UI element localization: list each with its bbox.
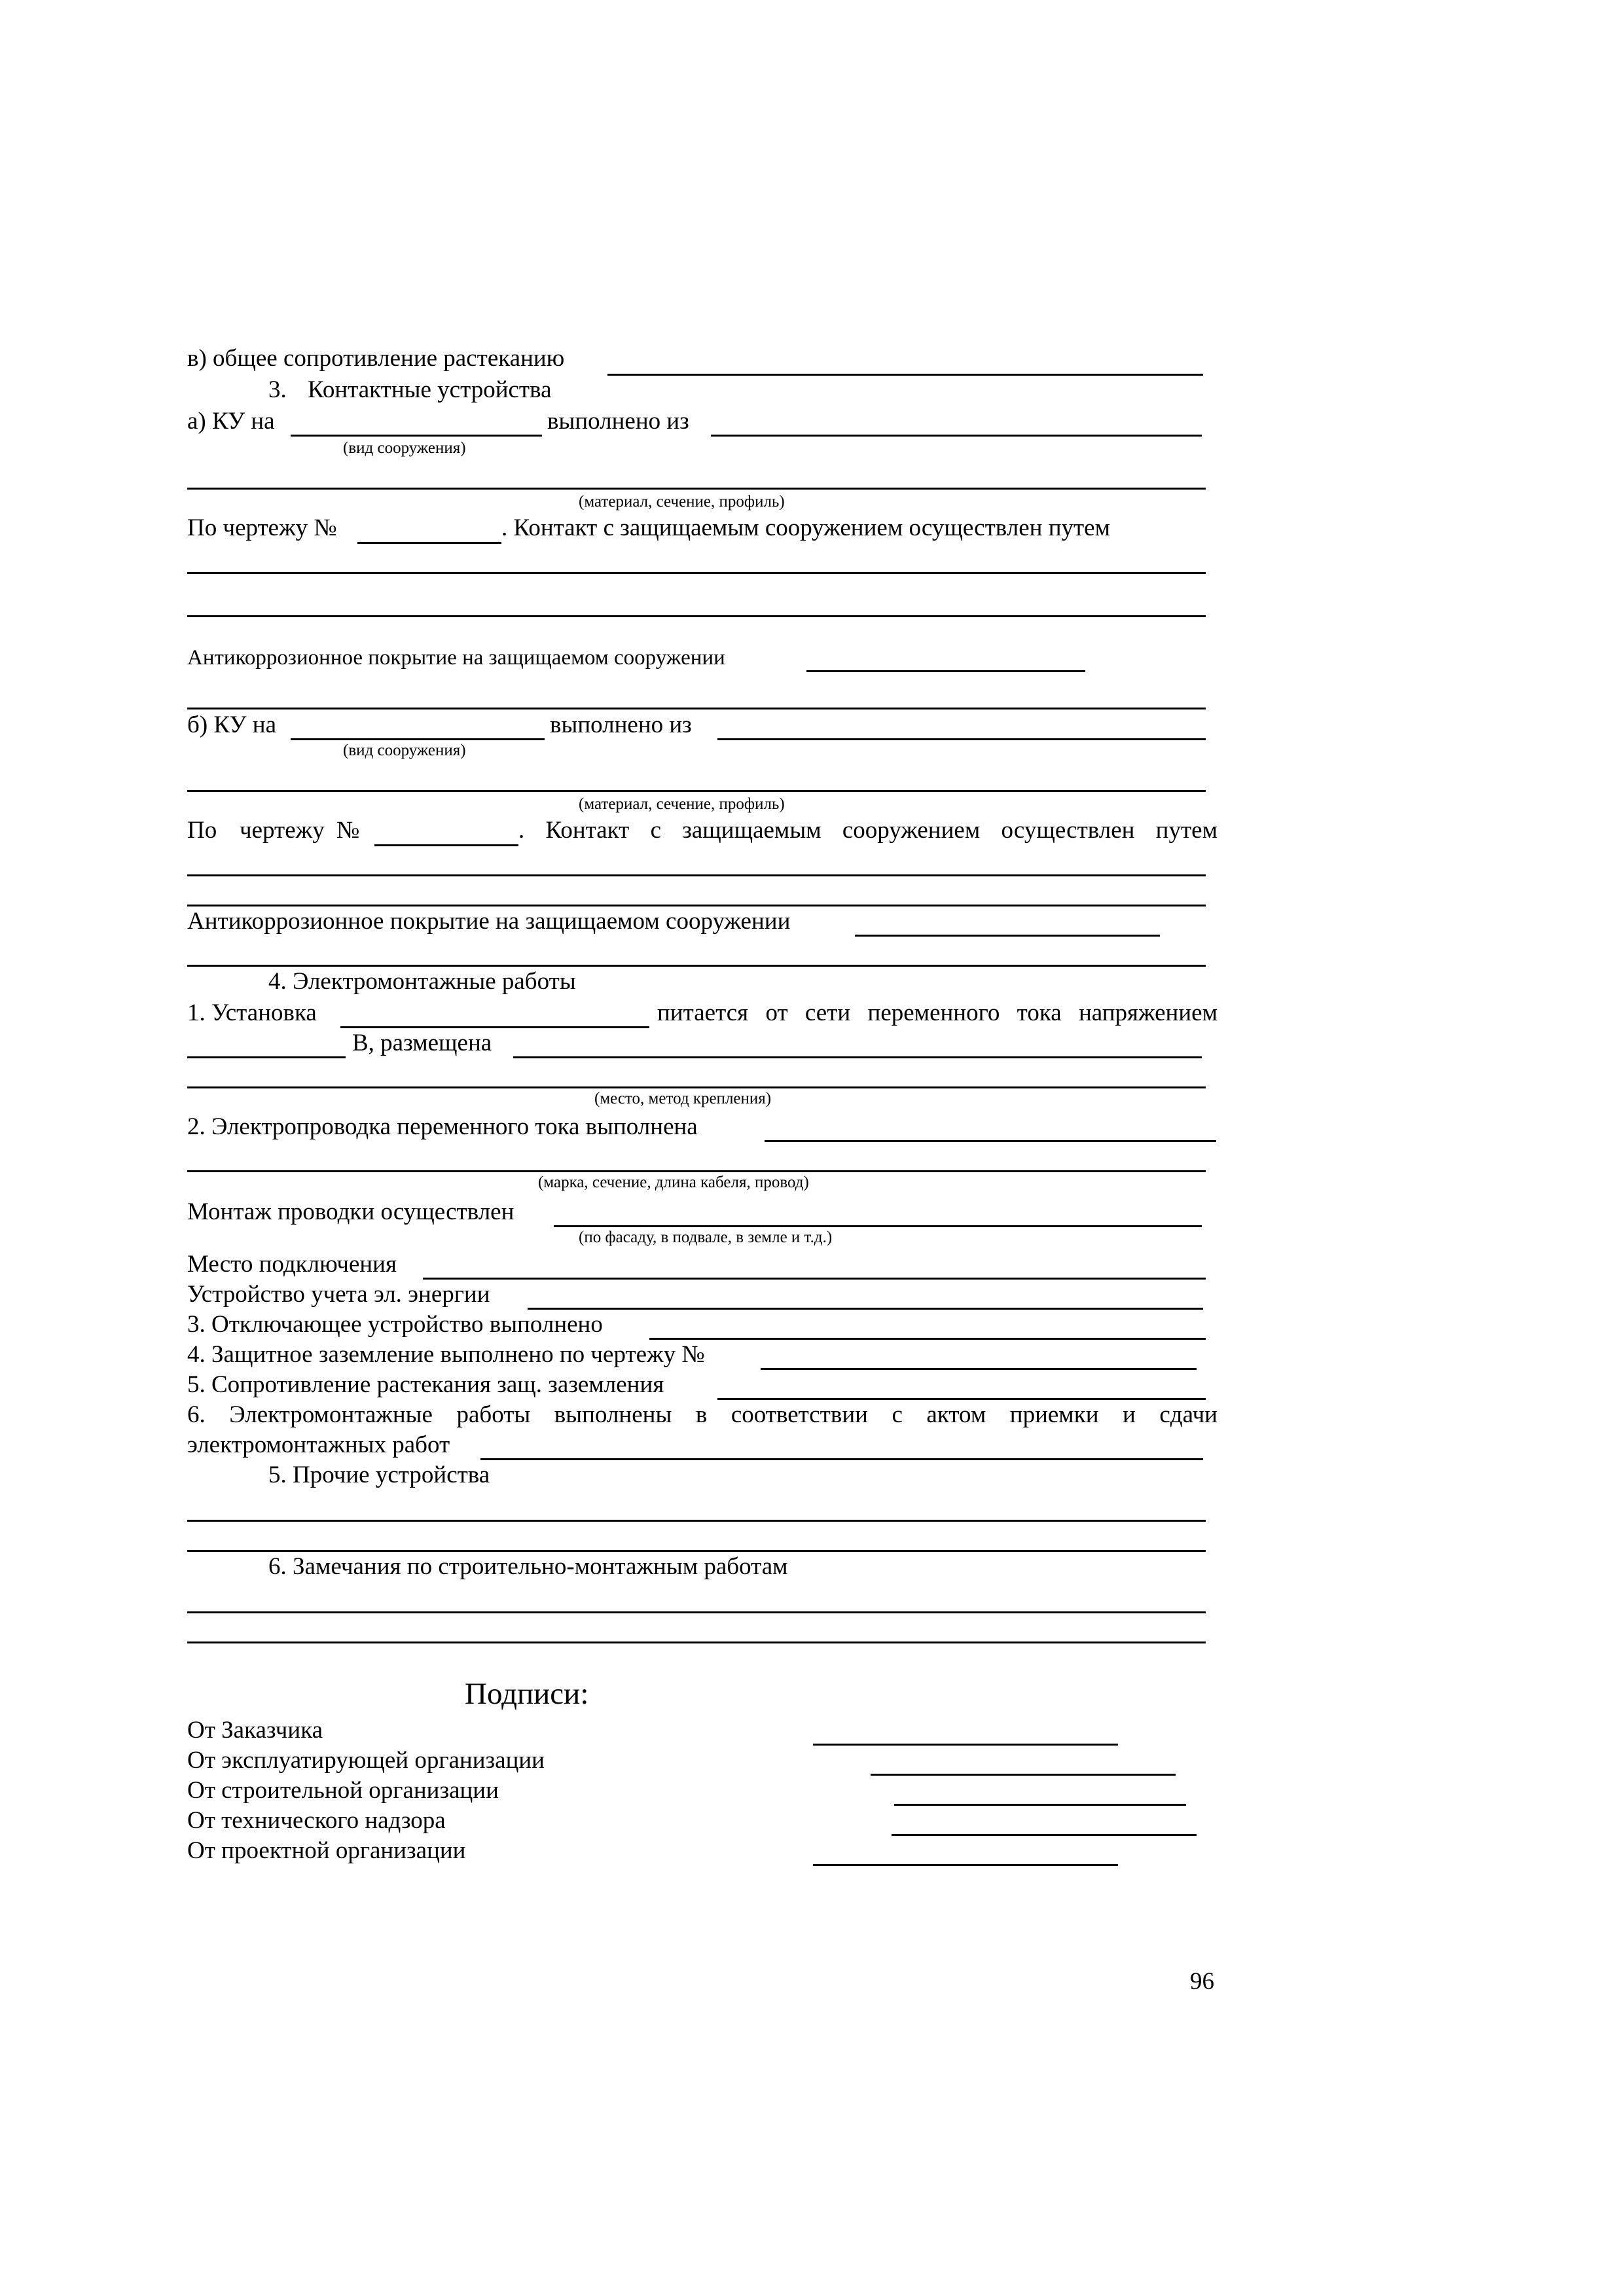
signature-operator-label: От эксплуатирующей организации (187, 1747, 545, 1774)
signature-operator-line[interactable] (871, 1774, 1176, 1776)
ku-b-material-line-2[interactable] (187, 790, 1206, 792)
drawing-a-label: По чертежу № (187, 514, 337, 541)
drawing-b-word-po: По (187, 817, 217, 844)
signature-builder-line[interactable] (894, 1804, 1186, 1806)
anticorrosion-b-line-2[interactable] (187, 965, 1206, 967)
anticorrosion-a-line-2[interactable] (187, 708, 1206, 709)
drawing-b-word-chertezhu: чертежу (240, 817, 325, 844)
installation-name-line[interactable] (340, 1026, 649, 1028)
wiring-line[interactable] (765, 1140, 1216, 1142)
section-4-title: 4. Электромонтажные работы (268, 968, 576, 995)
ku-b-structure-caption: (вид сооружения) (343, 742, 466, 759)
remarks-line-2[interactable] (187, 1641, 1206, 1643)
ku-a-structure-line[interactable] (291, 435, 542, 437)
ku-a-material-line-2[interactable] (187, 488, 1206, 490)
installation-power-text: питается от сети переменного тока напряжением (657, 999, 1218, 1026)
section-5-title: 5. Прочие устройства (268, 1462, 490, 1488)
contact-a-line-2[interactable] (187, 615, 1206, 617)
placement-label: В, размещена (352, 1030, 492, 1056)
anticorrosion-b-line[interactable] (855, 935, 1160, 937)
anticorrosion-a-label: Антикоррозионное покрытие на защищаемом сооружении (187, 646, 725, 670)
act-text-line-1: 6. Электромонтажные работы выполнены в соответствии с актом приемки и сдачи (187, 1401, 1218, 1428)
grounding-line[interactable] (761, 1368, 1197, 1370)
act-line[interactable] (480, 1458, 1203, 1460)
resistance-total-line[interactable] (607, 374, 1203, 376)
contact-b-line-1[interactable] (187, 874, 1206, 876)
installation-label: 1. Установка (187, 999, 317, 1026)
grounding-label: 4. Защитное заземление выполнено по чертежу № (187, 1341, 705, 1368)
ku-a-structure-caption: (вид сооружения) (343, 439, 466, 457)
voltage-line[interactable] (187, 1056, 346, 1058)
connection-place-label: Место подключения (187, 1251, 397, 1278)
remarks-line-1[interactable] (187, 1611, 1206, 1613)
placement-caption: (место, метод крепления) (594, 1090, 772, 1107)
signatures-title: Подписи: (465, 1677, 589, 1711)
section-3-number: 3. (268, 376, 287, 403)
wiring-line-2[interactable] (187, 1170, 1206, 1172)
ku-b-material-label: выполнено из (550, 711, 692, 738)
connection-place-line[interactable] (423, 1278, 1206, 1280)
signature-design-line[interactable] (813, 1864, 1118, 1866)
drawing-b-word-number-sign: № (336, 817, 360, 844)
placement-line-2[interactable] (187, 1086, 1206, 1088)
signature-design-label: От проектной организации (187, 1837, 466, 1864)
wiring-label: 2. Электропроводка переменного тока выполнена (187, 1113, 698, 1140)
anticorrosion-b-label: Антикоррозионное покрытие на защищаемом сооружении (187, 908, 791, 935)
signature-builder-label: От строительной организации (187, 1777, 499, 1804)
disconnect-device-line[interactable] (649, 1338, 1206, 1340)
ku-b-material-caption: (материал, сечение, профиль) (579, 795, 785, 813)
ku-a-material-caption: (материал, сечение, профиль) (579, 493, 785, 511)
mounting-line[interactable] (554, 1225, 1202, 1227)
mounting-caption: (по фасаду, в подвале, в земле и т.д.) (579, 1229, 833, 1246)
ku-b-structure-line[interactable] (291, 738, 545, 740)
other-devices-line-2[interactable] (187, 1550, 1206, 1552)
ground-resistance-line[interactable] (717, 1398, 1206, 1400)
act-text-line-2: электромонтажных работ (187, 1431, 450, 1458)
energy-meter-label: Устройство учета эл. энергии (187, 1281, 490, 1308)
disconnect-device-label: 3. Отключающее устройство выполнено (187, 1311, 603, 1338)
ku-b-prefix: б) КУ на (187, 711, 277, 738)
signature-customer-line[interactable] (813, 1744, 1118, 1746)
drawing-b-contact-text: . Контакт с защищаемым сооружением осуществлен путем (518, 817, 1218, 844)
other-devices-line-1[interactable] (187, 1520, 1206, 1522)
drawing-a-contact-text: . Контакт с защищаемым сооружением осуществлен путем (501, 514, 1111, 541)
signature-supervision-line[interactable] (892, 1834, 1197, 1836)
contact-b-line-2[interactable] (187, 905, 1206, 906)
energy-meter-line[interactable] (528, 1308, 1203, 1310)
ku-b-material-line[interactable] (717, 738, 1206, 740)
ku-a-material-line[interactable] (711, 435, 1202, 437)
section-6-title: 6. Замечания по строительно-монтажным работам (268, 1553, 788, 1580)
anticorrosion-a-line[interactable] (806, 670, 1085, 672)
mounting-label: Монтаж проводки осуществлен (187, 1198, 514, 1225)
drawing-b-number-line[interactable] (374, 844, 518, 846)
ku-a-prefix: а) КУ на (187, 408, 275, 435)
ku-a-material-label: выполнено из (547, 408, 689, 435)
placement-line[interactable] (513, 1056, 1202, 1058)
drawing-a-number-line[interactable] (357, 542, 501, 544)
ground-resistance-label: 5. Сопротивление растекания защ. заземления (187, 1371, 664, 1398)
cable-caption: (марка, сечение, длина кабеля, провод) (538, 1174, 809, 1191)
signature-supervision-label: От технического надзора (187, 1807, 446, 1834)
resistance-total-label: в) общее сопротивление растеканию (187, 345, 565, 372)
signature-customer-label: От Заказчика (187, 1717, 323, 1744)
page-number: 96 (1190, 1968, 1214, 1995)
contact-a-line-1[interactable] (187, 572, 1206, 574)
section-3-title: Контактные устройства (308, 376, 552, 403)
